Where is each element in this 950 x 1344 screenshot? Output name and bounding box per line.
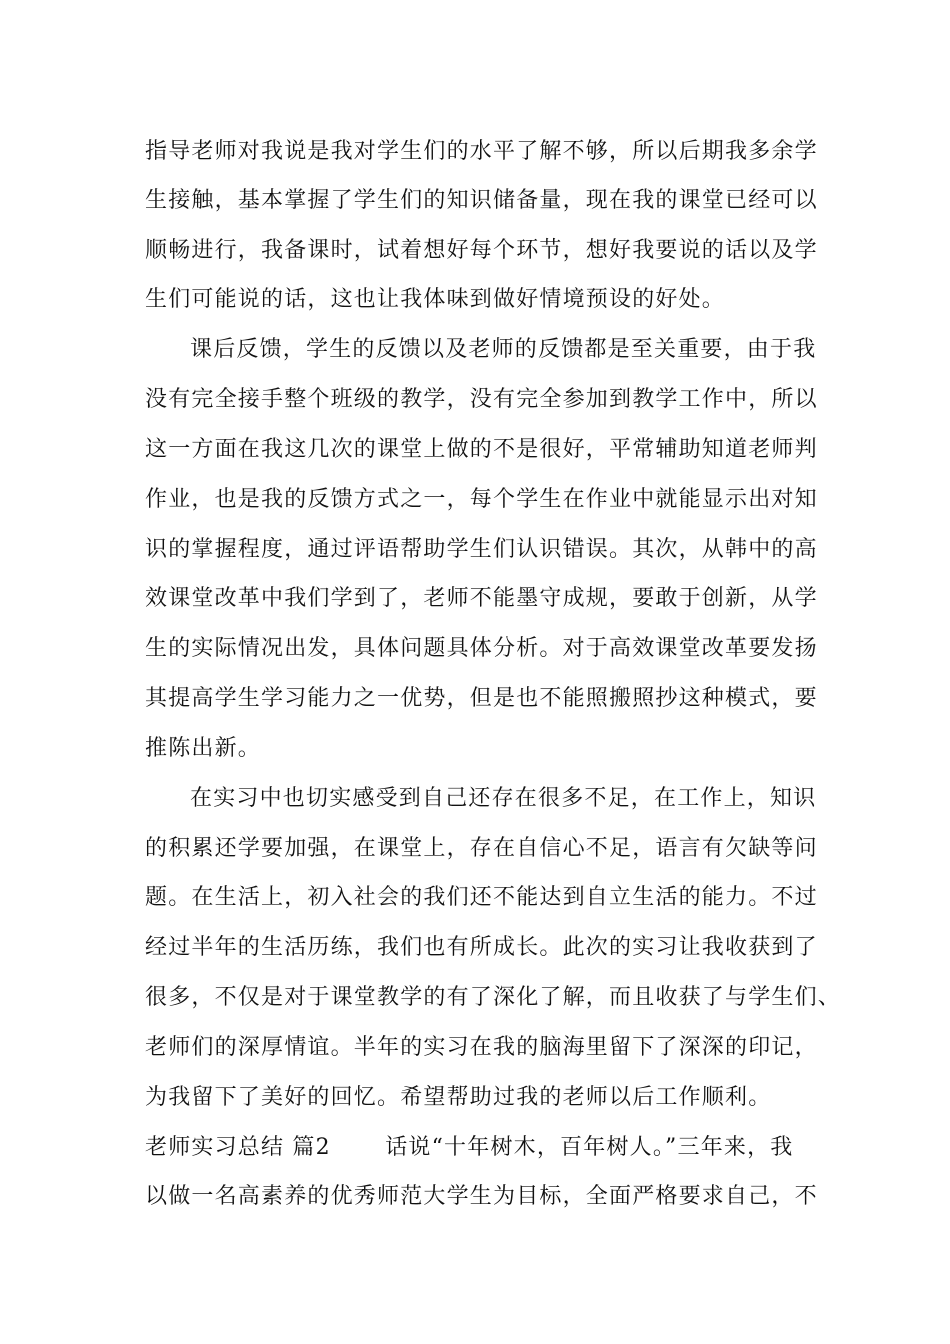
text-line: 其提高学生学习能力之一优势，但是也不能照搬照抄这种模式，要 bbox=[145, 686, 818, 711]
paragraph-first-line: 课后反馈，学生的反馈以及老师的反馈都是至关重要，由于我 bbox=[190, 337, 817, 362]
text-line: 推陈出新。 bbox=[145, 736, 262, 761]
section-heading-line bbox=[145, 1134, 815, 1162]
text-line: 生的实际情况出发，具体问题具体分析。对于高效课堂改革要发扬 bbox=[145, 636, 818, 661]
paragraph-first-line: 在实习中也切实感受到自己还存在很多不足，在工作上，知识 bbox=[190, 786, 817, 811]
text-line: 题。在生活上，初入社会的我们还不能达到自立生活的能力。不过 bbox=[145, 885, 818, 910]
text-line: 以做一名高素养的优秀师范大学生为目标，全面严格要求自己，不 bbox=[145, 1184, 818, 1209]
text-line: 很多，不仅是对于课堂教学的有了深化了解，而且收获了与学生们、 bbox=[145, 985, 842, 1010]
text-line: 指导老师对我说是我对学生们的水平了解不够，所以后期我多余学 bbox=[145, 139, 818, 164]
text-line: 的积累还学要加强，在课堂上，存在自信心不足，语言有欠缺等问 bbox=[145, 836, 818, 861]
text-line: 生接触，基本掌握了学生们的知识储备量，现在我的课堂已经可以 bbox=[145, 188, 818, 213]
text-line: 识的掌握程度，通过评语帮助学生们认识错误。其次，从韩中的高 bbox=[145, 537, 818, 562]
section-intro-text: 话说“十年树木，百年树人。”三年来，我 bbox=[385, 1135, 794, 1160]
text-line: 老师们的深厚情谊。半年的实习在我的脑海里留下了深深的印记， bbox=[145, 1035, 818, 1060]
text-line: 顺畅进行，我备课时，试着想好每个环节，想好我要说的话以及学 bbox=[145, 238, 818, 263]
text-line: 没有完全接手整个班级的教学，没有完全参加到教学工作中，所以 bbox=[145, 387, 818, 412]
text-line: 生们可能说的话，这也让我体味到做好情境预设的好处。 bbox=[145, 287, 726, 312]
text-line: 经过半年的生活历练，我们也有所成长。此次的实习让我收获到了 bbox=[145, 935, 818, 960]
text-line: 作业，也是我的反馈方式之一，每个学生在作业中就能显示出对知 bbox=[145, 487, 818, 512]
text-line: 为我留下了美好的回忆。希望帮助过我的老师以后工作顺利。 bbox=[145, 1085, 772, 1110]
section-title: 老师实习总结 篇2 bbox=[145, 1135, 331, 1160]
text-line: 这一方面在我这几次的课堂上做的不是很好，平常辅助知道老师判 bbox=[145, 437, 818, 462]
text-line: 效课堂改革中我们学到了，老师不能墨守成规，要敢于创新，从学 bbox=[145, 586, 818, 611]
